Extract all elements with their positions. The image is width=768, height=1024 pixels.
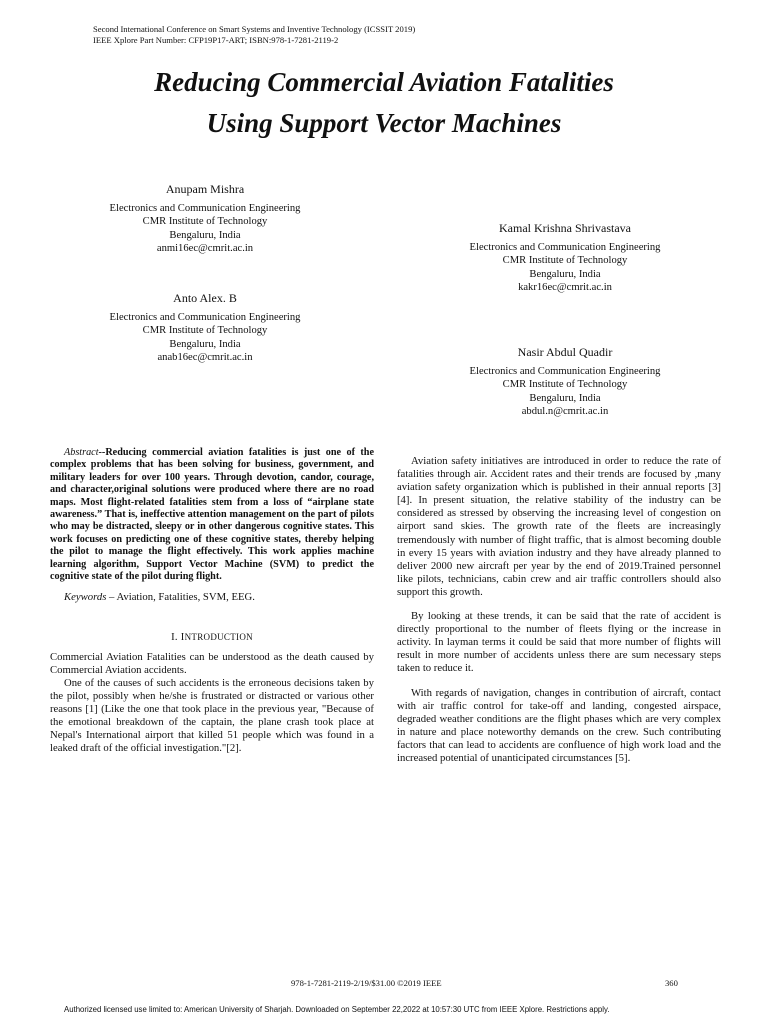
author-block	[50, 292, 360, 364]
author-dept: Electronics and Communication Engineering	[109, 312, 301, 324]
body-paragraph: Aviation safety initiatives are introduced in order to reduce the rate of fatalities through air. Accident rates and their trends are focused by ,many aviation safety organization which is published in their annual reports [3][4]. In present situation, the relative stability of the industry can be considered as stressed by observing the increasing level of congestion on airport sand skies. The growth rate of the fleets are increasingly tremendously with number of flight traffic, that is almost becoming double in every 15 years with aviation industry and they have already planned to deliver 2000 new aircraft per year by the end of 2019.Trained personnel like pilots, technicians, cabin crew and air traffic controllers should also support this growth.	[397, 455, 721, 598]
author-city: Bengaluru, India	[169, 229, 241, 241]
section-heading	[50, 631, 374, 644]
keywords-label: Keywords	[64, 591, 107, 604]
author-email: anab16ec@cmrit.ac.in	[157, 351, 253, 363]
page-number: 360	[665, 978, 678, 988]
footer-isbn: 978-1-7281-2119-2/19/$31.00 ©2019 IEEE	[291, 978, 442, 988]
author-dept: Electronics and Communication Engineering	[469, 242, 661, 254]
author-institute: CMR Institute of Technology	[142, 325, 268, 337]
ieee-part-number: IEEE Xplore Part Number: CFP19P17-ART; ISBN:978-1-7281-2119-2	[93, 35, 339, 45]
right-column	[397, 455, 721, 765]
author-block	[50, 183, 360, 255]
author-block	[410, 346, 720, 418]
abstract-label: Abstract	[64, 447, 99, 458]
body-paragraph: One of the causes of such accidents is the erroneous decisions taken by the pilot, possibly when he/she is frustrated or distracted or various other reasons [1] (Like the one that took place in the previous year, "Because of the emotional breakdown of the captain, the plane crash took place at Nepal's International airport that killed 51 people which was found in a leaked draft of the official investigation."[2].	[50, 676, 374, 755]
body-paragraph: With regards of navigation, changes in contribution of aircraft, contact with air traffic control for take-off and landing, congested airspace, degraded weather conditions are the flight phases which are very complex in nature and place noteworthy demands on the crew. Such contributing factors that can lead to accidents are confluence of high work load and the increased potential of unanticipated circumstances [5].	[397, 686, 721, 764]
author-city: Bengaluru, India	[529, 268, 601, 280]
author-name: Nasir Abdul Quadir	[517, 345, 613, 359]
author-dept: Electronics and Communication Engineering	[469, 366, 661, 378]
author-email: kakr16ec@cmrit.ac.in	[518, 281, 612, 293]
keywords	[50, 591, 374, 604]
author-name: Anupam Mishra	[165, 182, 245, 196]
keywords-text: – Aviation, Fatalities, SVM, EEG.	[106, 591, 255, 604]
author-block	[410, 222, 720, 294]
author-email: abdul.n@cmrit.ac.in	[521, 405, 609, 417]
conference-header: Second International Conference on Smart Systems and Inventive Technology (ICSSIT 2019)	[93, 24, 416, 34]
body-paragraph: By looking at these trends, it can be said that the rate of accident is directly proportional to the number of fleets flying or the increase in activity. In layman terms it could be said that more number of flights will result in more number of accidents unless there are sum necessary steps taken to reduce it.	[397, 610, 721, 675]
author-institute: CMR Institute of Technology	[502, 379, 628, 391]
body-paragraph: Commercial Aviation Fatalities can be understood as the death caused by Commercial Aviation accidents.	[50, 650, 374, 676]
paper-title-line-2: Using Support Vector Machines	[206, 108, 562, 138]
author-city: Bengaluru, India	[529, 392, 601, 404]
license-notice: Authorized licensed use limited to: American University of Sharjah. Downloaded on September 22,2022 at 10:57:30 UTC from IEEE Xplore. Restrictions apply.	[64, 1005, 610, 1014]
author-institute: CMR Institute of Technology	[142, 216, 268, 228]
abstract	[50, 447, 374, 583]
section-title-cap: I	[180, 631, 185, 643]
author-name: Kamal Krishna Shrivastava	[499, 221, 631, 235]
author-city: Bengaluru, India	[169, 338, 241, 350]
paper-title-line-1: Reducing Commercial Aviation Fatalities	[154, 67, 614, 97]
author-institute: CMR Institute of Technology	[502, 255, 628, 267]
abstract-text: --Reducing commercial aviation fatalities is just one of the complex problems that has been solving for business, government, and military leaders for over 100 years. Through devotion, candor, courage, and character,original solutions were produced where there are no road maps. Most flight-related fatalities stem from a loss of “airplane state awareness.” That is, ineffective attention management on the part of pilots who may be distracted, sleepy or in other dangerous cognitive states. This work focuses on predicting one of these cognitive states, thereby helping the pilot to manage the flight effectively. This work applies machine learning algorithm, Support Vector Machine (SVM) to predict the cognitive state of the pilot during flight.	[50, 447, 374, 583]
author-email: anmi16ec@cmrit.ac.in	[156, 242, 254, 254]
section-number: I.	[171, 631, 181, 643]
author-dept: Electronics and Communication Engineering	[109, 203, 301, 215]
left-column	[50, 447, 374, 755]
author-name: Anto Alex. B	[173, 291, 237, 305]
section-title-rest: NTRODUCTION	[184, 631, 253, 642]
